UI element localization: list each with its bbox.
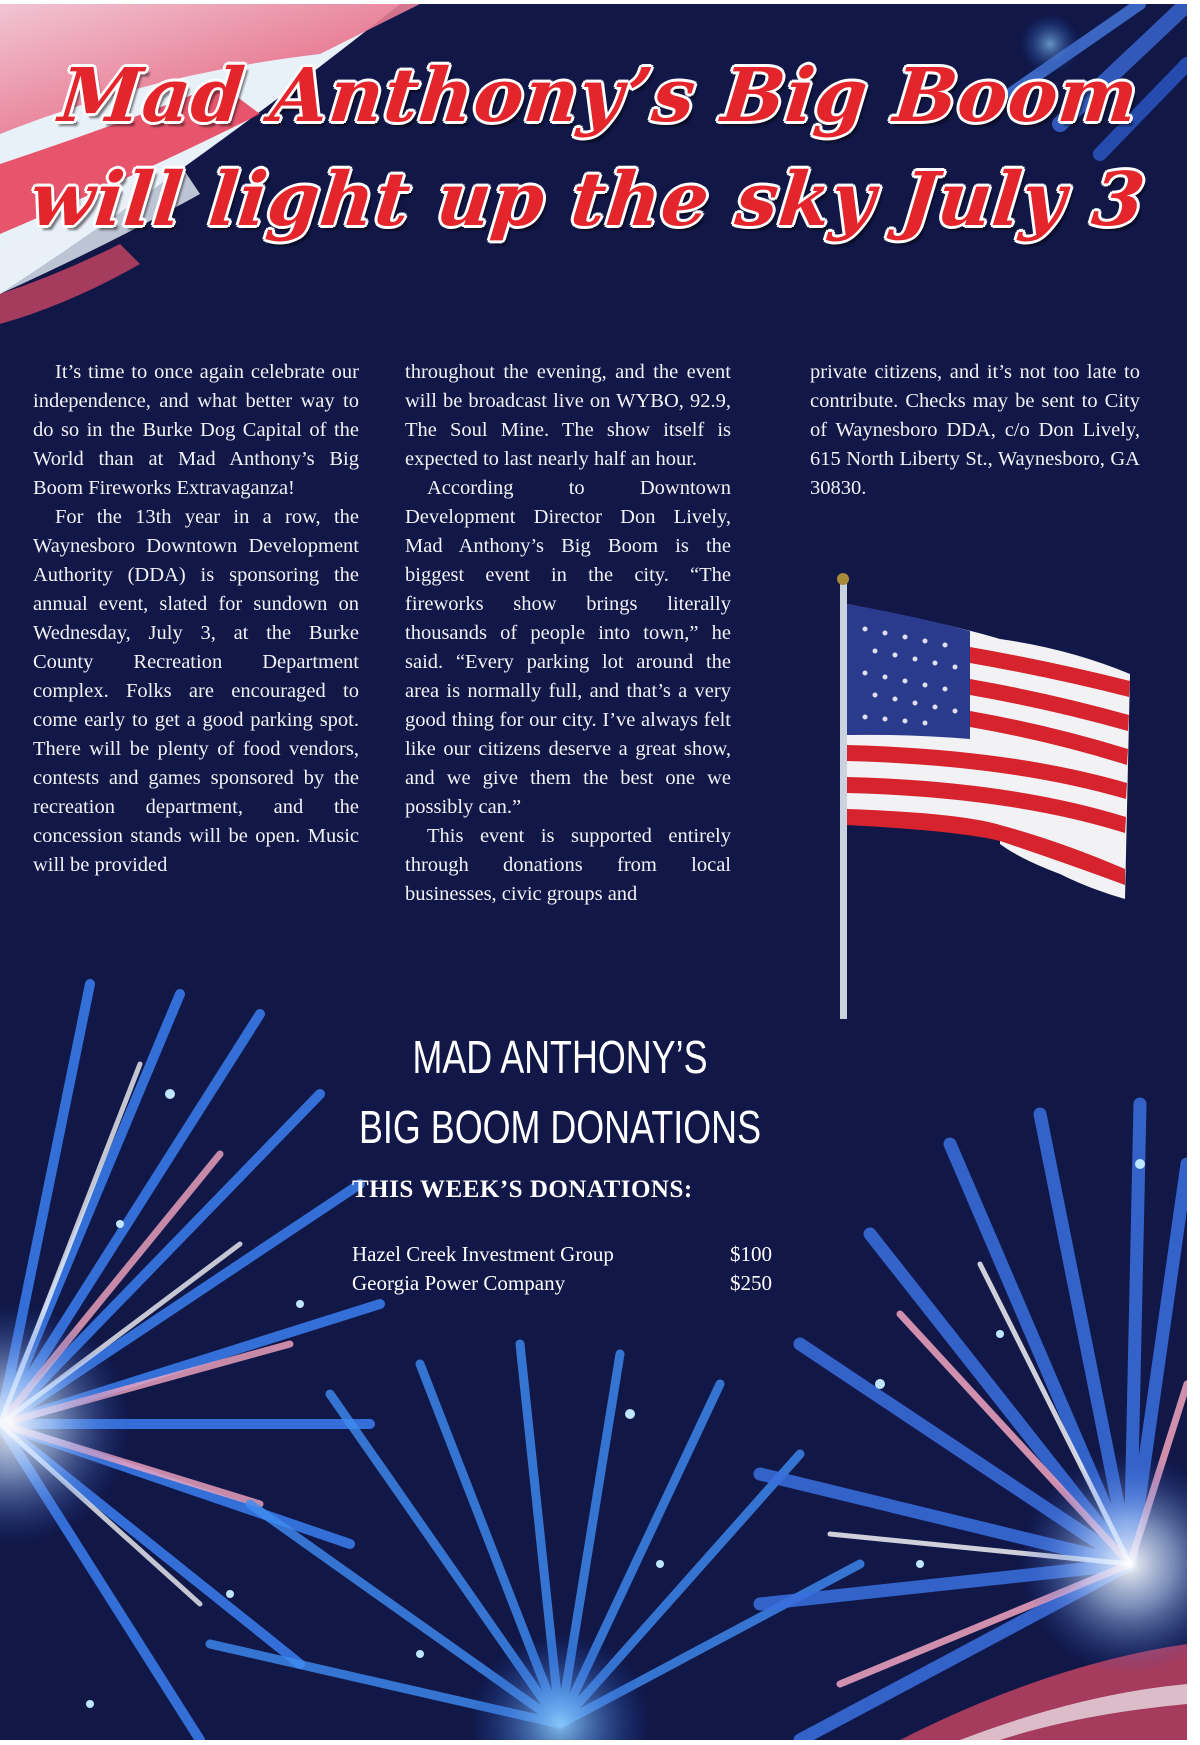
donations-subtitle: THIS WEEK’S DONATIONS: (352, 1176, 693, 1203)
paragraph: throughout the evening, and the event will be broadcast live on WYBO, 92.9, The Soul Mine. The show itself is expected to last nearly half an hour. (405, 361, 731, 470)
paragraph: According to Downtown Development Director Don Lively, Mad Anthony’s Big Boom is the biggest event in the city. “The fireworks show brings literally thousands of people into town,” he said. “Every parking lot around the area is normally full, and that’s a very good thing for our city. I’ve always felt like our citizens deserve a great show, and we give them the best one we possibly can.” (405, 477, 731, 818)
paragraph: This event is supported entirely through donations from local businesses, civic groups and (405, 825, 731, 905)
paragraph: For the 13th year in a row, the Waynesboro Downtown Development Authority (DDA) is sponsoring the annual event, slated for sundown on Wednesday, July 3, at the Burke County Recreation Department complex. Folks are encouraged to come early to get a good parking spot. There will be plenty of food vendors, contests and games sponsored by the recreation department, and the concession stands will be open. Music will be provided (33, 506, 359, 876)
headline-line-1: Mad Anthony’s Big Boom (55, 53, 1143, 139)
donor-name: Georgia Power Company (352, 1271, 566, 1295)
flag-pole (840, 579, 847, 1019)
poster (0, 4, 1187, 1740)
donations-list (352, 1240, 772, 1298)
article-column-3 (810, 358, 1140, 503)
headline-line-2: will light up the sky July 3 (26, 157, 1150, 243)
paragraph: private citizens, and it’s not too late to contribute. Checks may be sent to City of Waynesboro DDA, c/o Don Lively, 615 North Liberty St., Waynesboro, GA 30830. (810, 361, 1140, 499)
article-column-2 (405, 358, 731, 909)
flag-cloth (847, 604, 1130, 899)
donation-amount: $100 (730, 1242, 772, 1266)
paragraph: It’s time to once again celebrate our independence, and what better way to do so in the Burke Dog Capital of the World than at Mad Anthony’s Big Boom Fireworks Extravaganza! (33, 361, 359, 499)
donations-title-line-1: MAD ANTHONY’S (412, 1031, 708, 1083)
flag-pole-finial (837, 573, 849, 585)
american-flag-image (810, 569, 1150, 1019)
headline (0, 44, 1187, 252)
donation-amount: $250 (730, 1271, 772, 1295)
donation-row (352, 1240, 772, 1269)
article-column-1 (33, 358, 359, 880)
donations-title-line-2: BIG BOOM DONATIONS (358, 1101, 762, 1153)
donation-row (352, 1269, 772, 1298)
donor-name: Hazel Creek Investment Group (352, 1242, 614, 1266)
